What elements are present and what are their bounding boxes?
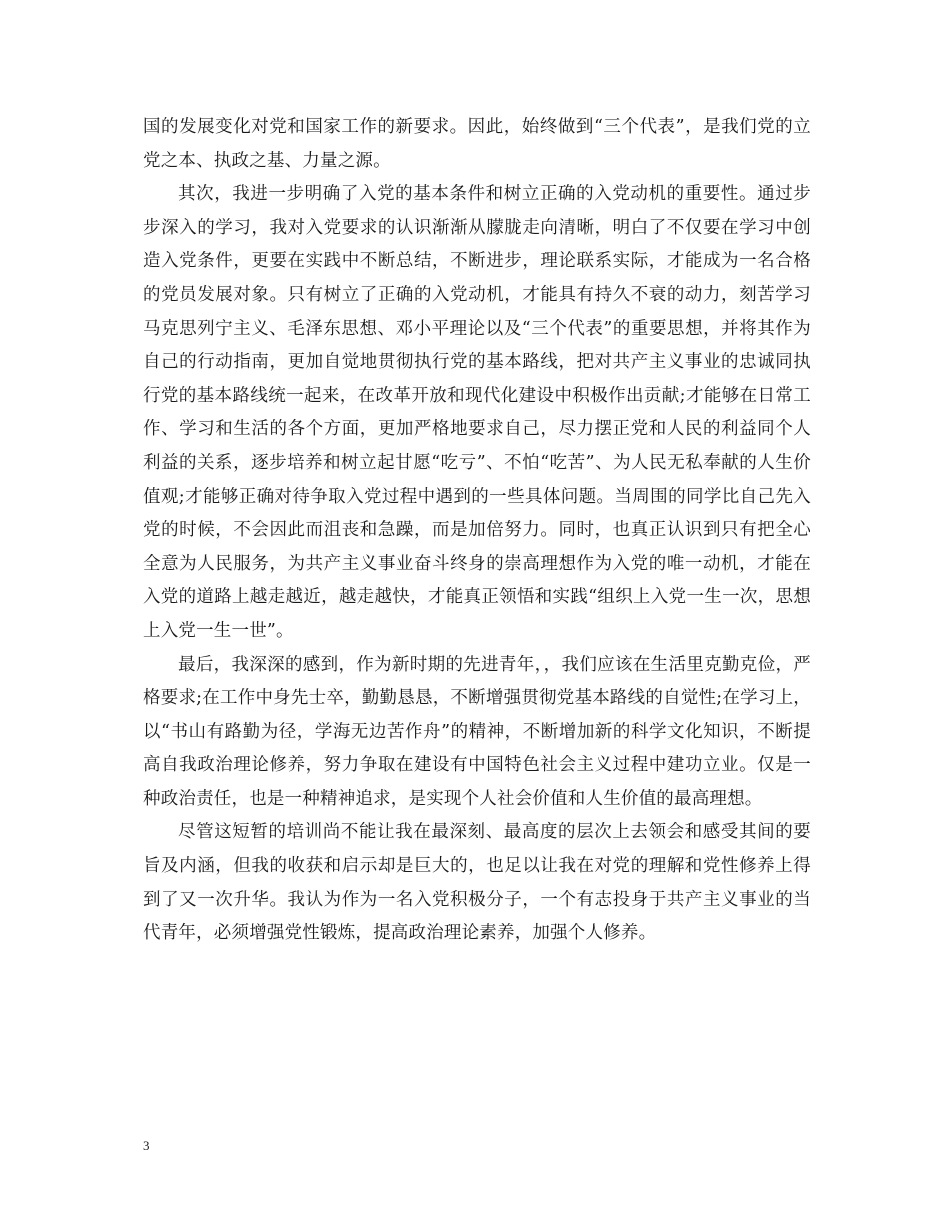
paragraph-conclusion: 尽管这短暂的培训尚不能让我在最深刻、最高度的层次上去领会和感受其间的要旨及内涵，但我的收获和启示却是巨大的，也足以让我在对党的理解和党性修养上得到了又一次升华。我认为作为一名入党积极分子，一个有志投身于共产主义事业的当代青年，必须增强党性锻炼，提高政治理论素养，加强个人修养。 <box>143 822 811 944</box>
page-number: 3 <box>143 1138 150 1153</box>
paragraph-final-point: 最后，我深深的感到，作为新时期的先进青年，，我们应该在生活里克勤克俭，严格要求;在工作中身先士卒，勤勤恳恳，不断增强贯彻党基本路线的自觉性;在学习上，以“书山有路勤为径，学海无边苦作舟”的精神，不断增加新的科学文化知识，不断提高自我政治理论修养，努力争取在建设有中国特色社会主义过程中建功立业。仅是一种政治责任，也是一种精神追求，是实现个人社会价值和人生价值的最高理想。 <box>143 654 811 809</box>
paragraph-second-point: 其次，我进一步明确了入党的基本条件和树立正确的入党动机的重要性。通过步步深入的学习，我对入党要求的认识渐渐从朦胧走向清晰，明白了不仅要在学习中创造入党条件，更要在实践中不断总结，不断进步，理论联系实际，才能成为一名合格的党员发展对象。只有树立了正确的入党动机，才能具有持久不衰的动力，刻苦学习马克思列宁主义、毛泽东思想、邓小平理论以及“三个代表”的重要思想，并将其作为自己的行动指南，更加自觉地贯彻执行党的基本路线，把对共产主义事业的忠诚同执行党的基本路线统一起来，在改革开放和现代化建设中积极作出贡献;才能够在日常工作、学习和生活的各个方面，更加严格地要求自己，尽力摆正党和人民的利益同个人利益的关系，逐步培养和树立起甘愿“吃亏”、不怕“吃苦”、为人民无私奉献的人生价值观;才能够正确对待争取入党过程中遇到的一些具体问题。当周围的同学比自己先入党的时候，不会因此而沮丧和急躁，而是加倍努力。同时，也真正认识到只有把全心全意为人民服务，为共产主义事业奋斗终身的崇高理想作为入党的唯一动机，才能在入党的道路上越走越近，越走越快，才能真正领悟和实践“组织上入党一生一次，思想上入党一生一世”。 <box>143 184 811 641</box>
paragraph-continuation: 国的发展变化对党和国家工作的新要求。因此，始终做到“三个代表”，是我们党的立党之本、执政之基、力量之源。 <box>143 117 811 171</box>
document-body <box>143 111 811 951</box>
